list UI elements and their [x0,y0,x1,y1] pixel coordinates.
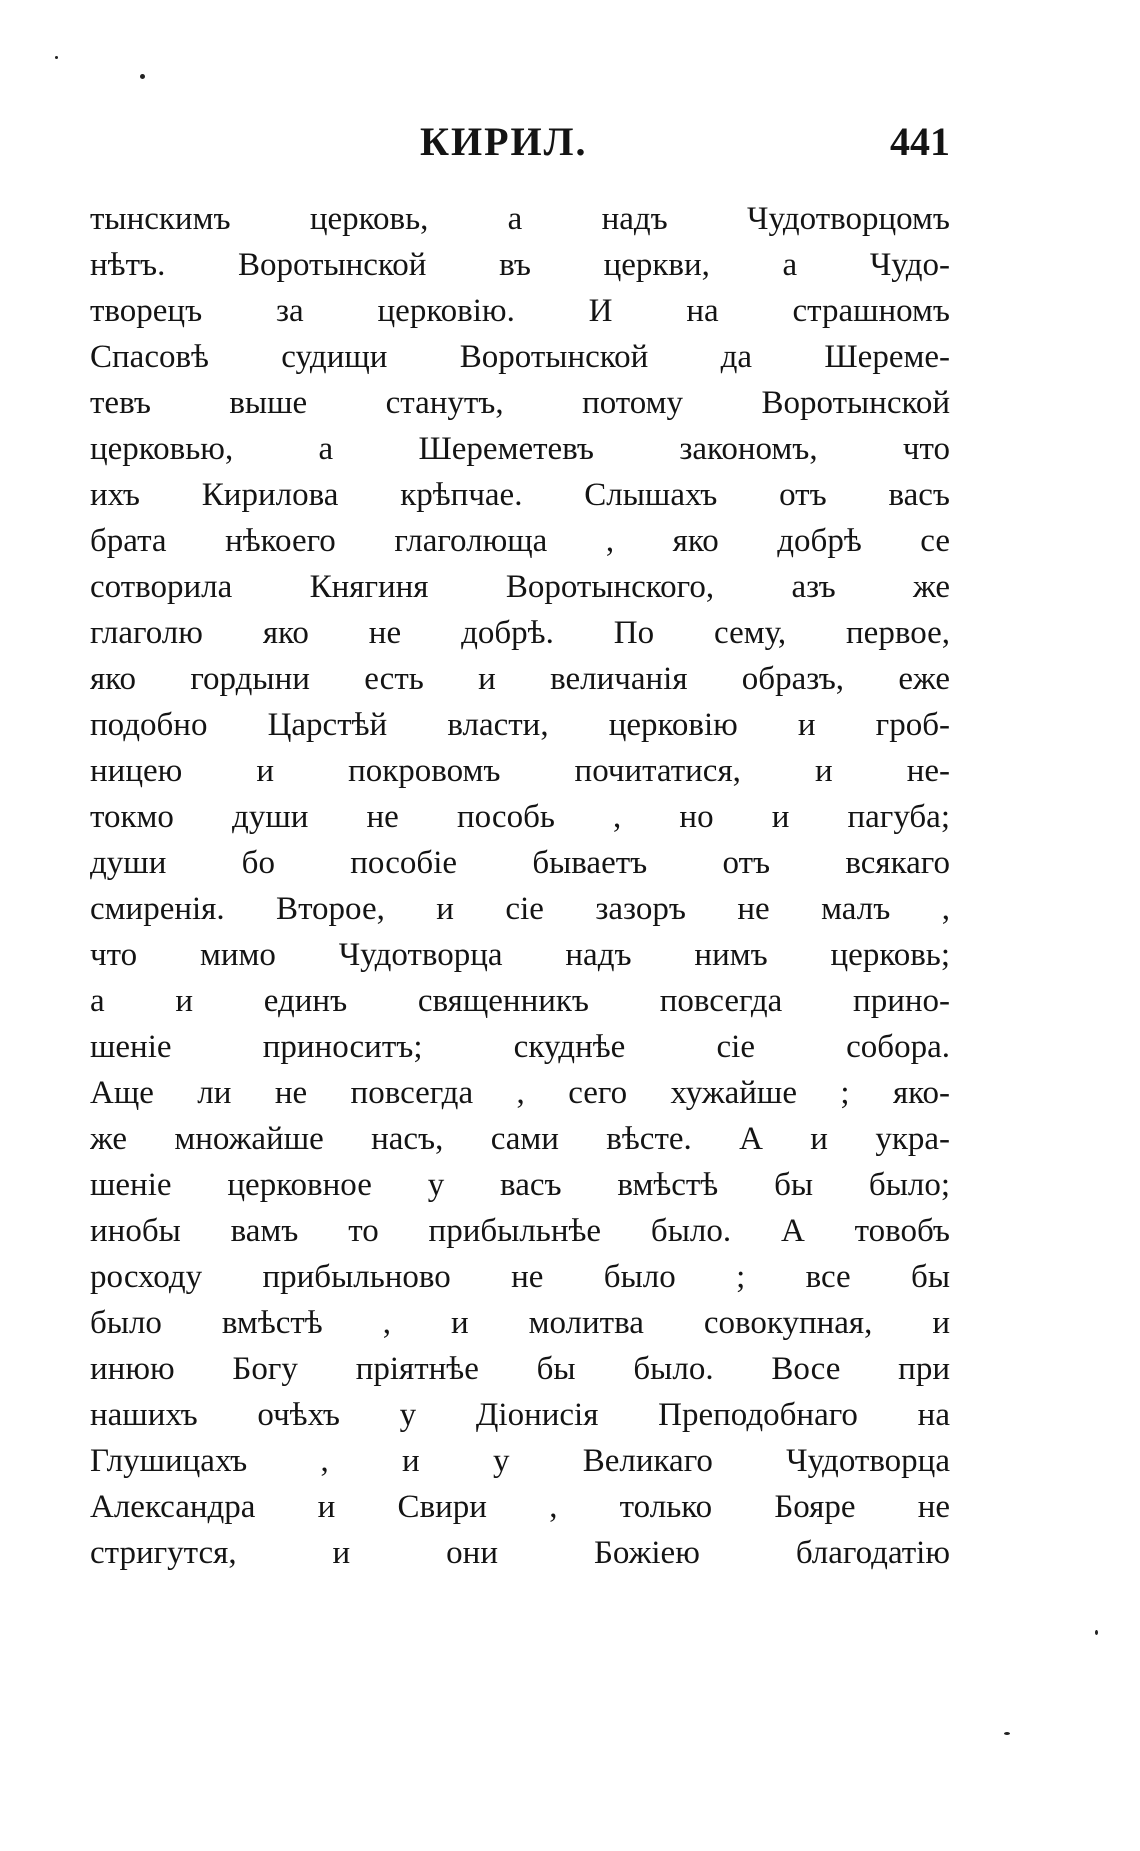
text-line: брата нѣкоего глаголюща , яко добрѣ се [90,523,950,559]
text-line: смиренія. Второе, и сіе зазоръ не малъ , [90,891,950,927]
text-line: а и единъ священникъ повсегда прино- [90,983,950,1019]
text-line: тынскимъ церковь, а надъ Чудотворцомъ [90,201,950,237]
text-line: росходу прибыльново не было ; все бы [90,1259,950,1295]
page-number: 441 [890,119,950,164]
text-line: токмо души не пособь , но и пагуба; [90,799,950,835]
text-line: шеніе церковное у васъ вмѣстѣ бы было; [90,1167,950,1203]
text-line: глаголю яко не добрѣ. По сему, первое, [90,615,950,651]
text-line: церковью, а Шереметевъ закономъ, что [90,431,950,467]
print-speck [1095,1630,1098,1635]
body-text [90,196,950,1576]
text-line: нѣтъ. Воротынской въ церкви, а Чудо- [90,247,950,283]
text-line: было вмѣстѣ , и молитва совокупная, и [90,1305,950,1341]
text-line: инюю Богу пріятнѣе бы было. Восе при [90,1351,950,1387]
page-header [90,118,950,174]
text-line: шеніе приноситъ; скуднѣе сіе собора. [90,1029,950,1065]
text-line: Александра и Свири , только Бояре не [90,1489,950,1525]
text-line: души бо пособіе бываетъ отъ всякаго [90,845,950,881]
text-line: стригутся, и они Божіею благодатію [90,1535,950,1571]
text-line: Спасовѣ судищи Воротынской да Шереме- [90,339,950,375]
text-line: подобно Царстѣй власти, церковію и гроб- [90,707,950,743]
text-line: ихъ Кирилова крѣпчае. Слышахъ отъ васъ [90,477,950,513]
print-speck [55,56,58,59]
text-line: яко гордыни есть и величанія образъ, еже [90,661,950,697]
text-line: сотворила Княгиня Воротынского, азъ же [90,569,950,605]
text-line: Глушицахъ , и у Великаго Чудотворца [90,1443,950,1479]
running-head: КИРИЛ. [420,119,588,164]
text-line: же множайше насъ, сами вѣсте. А и укра- [90,1121,950,1157]
text-line: Аще ли не повсегда , сего хужайше ; яко- [90,1075,950,1111]
text-line: инобы вамъ то прибыльнѣе было. А товобъ [90,1213,950,1249]
text-line: творецъ за церковію. И на страшномъ [90,293,950,329]
print-speck [140,74,145,79]
text-line: ницею и покровомъ почитатися, и не- [90,753,950,789]
text-line: что мимо Чудотворца надъ нимъ церковь; [90,937,950,973]
print-speck [1004,1732,1010,1735]
text-line: тевъ выше станутъ, потому Воротынской [90,385,950,421]
text-line: нашихъ очѣхъ у Діонисія Преподобнаго на [90,1397,950,1433]
